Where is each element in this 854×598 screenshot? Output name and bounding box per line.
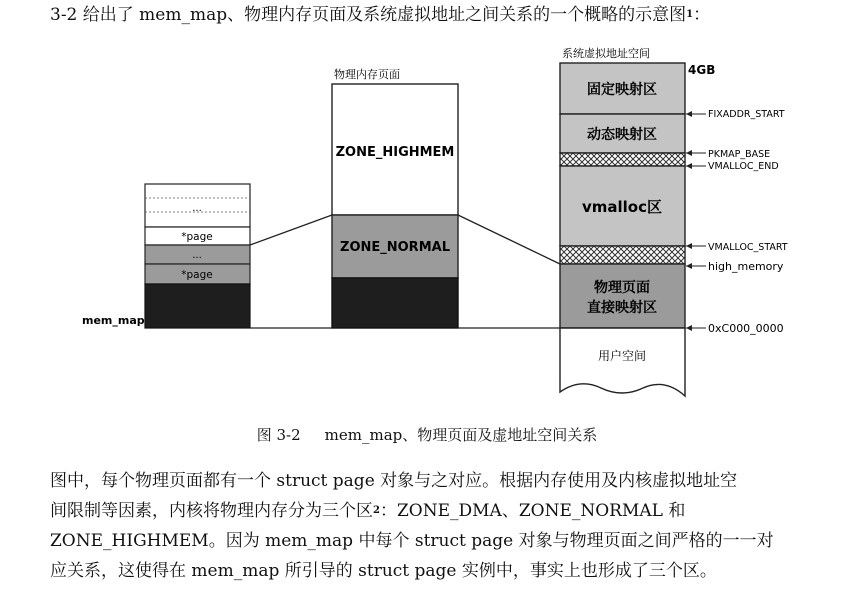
zone-dma-block	[332, 278, 458, 328]
virtual-space-top-label: 4GB	[688, 63, 716, 77]
vmalloc-label: vmalloc区	[581, 198, 663, 216]
dynamic-mapping-label: 动态映射区	[587, 127, 657, 143]
body-footnote-mark: 2	[373, 505, 380, 516]
connector-line	[458, 215, 560, 264]
intro-footnote-mark: 1	[686, 9, 694, 20]
mem-map-array	[82, 184, 250, 328]
zone-highmem-label: ZONE_HIGHMEM	[335, 145, 455, 160]
high-memory-label: high_memory	[708, 260, 784, 273]
fixed-mapping-label: 固定映射区	[587, 82, 657, 98]
fixaddr-start-label: FIXADDR_START	[708, 109, 785, 120]
arrow-left-icon	[686, 150, 692, 156]
connector-line	[250, 215, 332, 245]
body-line: ZONE_HIGHMEM。因为 mem_map 中每个 struct page 对象与物理页面之间严格的一一对	[50, 531, 774, 551]
vmalloc-end-label: VMALLOC_END	[708, 161, 779, 172]
arrow-left-icon	[686, 243, 692, 249]
figure-number: 图 3-2	[256, 426, 301, 444]
mem-map-cell-ellipsis: ...	[192, 250, 202, 261]
body-line: 图中，每个物理页面都有一个 struct page 对象与之对应。根据内存使用及内核虚拟地址空	[50, 471, 738, 491]
intro-colon: ：	[693, 5, 711, 25]
direct-mapping-label-line1: 物理页面	[594, 280, 650, 296]
direct-mapping-region	[560, 264, 685, 328]
physical-to-virtual-lines	[458, 215, 560, 328]
pkmap-base-label: PKMAP_BASE	[708, 149, 771, 160]
direct-mapping-label-line2: 直接映射区	[587, 300, 657, 316]
vmalloc-start-label: VMALLOC_START	[708, 242, 788, 253]
intro-text: 3-2 给出了 mem_map、物理内存页面及系统虚拟地址之间关系的一个概略的示意图	[50, 5, 687, 25]
physical-memory-title: 物理内存页面	[334, 68, 400, 81]
mem-map-label: mem_map	[82, 314, 145, 327]
mem-map-cell-page: *page	[181, 269, 213, 281]
body-line-segment: 间限制等因素，内核将物理内存分为三个区	[50, 501, 373, 521]
mem-map-dma-cells	[145, 284, 250, 328]
zone-normal-label: ZONE_NORMAL	[340, 240, 450, 255]
arrow-left-icon	[686, 111, 692, 117]
guard-gap-hatched	[560, 153, 685, 166]
body-line	[50, 496, 830, 526]
mem-map-cell-ellipsis: ...	[192, 203, 202, 214]
body-line-segment: ：ZONE_DMA、ZONE_NORMAL 和	[379, 501, 686, 521]
arrow-left-icon	[686, 263, 692, 269]
figure-caption	[0, 425, 854, 445]
body-line: 应关系，这使得在 mem_map 所引导的 struct page 实例中，事实上也形成了三个区。	[50, 561, 717, 581]
figure-caption-text: mem_map、物理页面及虚地址空间关系	[324, 426, 598, 444]
arrow-left-icon	[686, 163, 692, 169]
address-markers	[686, 109, 788, 335]
body-paragraph	[50, 466, 830, 586]
virtual-address-space-column	[560, 46, 715, 396]
virtual-space-title: 系统虚拟地址空间	[562, 47, 650, 60]
physical-memory-column	[332, 67, 458, 328]
mem-map-cell-page: *page	[181, 231, 213, 243]
arrow-left-icon	[686, 325, 692, 331]
kernel-base-label: 0xC000_0000	[708, 322, 784, 335]
mem-map-to-physical-lines	[250, 215, 332, 328]
user-space-label: 用户空间	[597, 349, 647, 363]
guard-gap-hatched	[560, 246, 685, 264]
